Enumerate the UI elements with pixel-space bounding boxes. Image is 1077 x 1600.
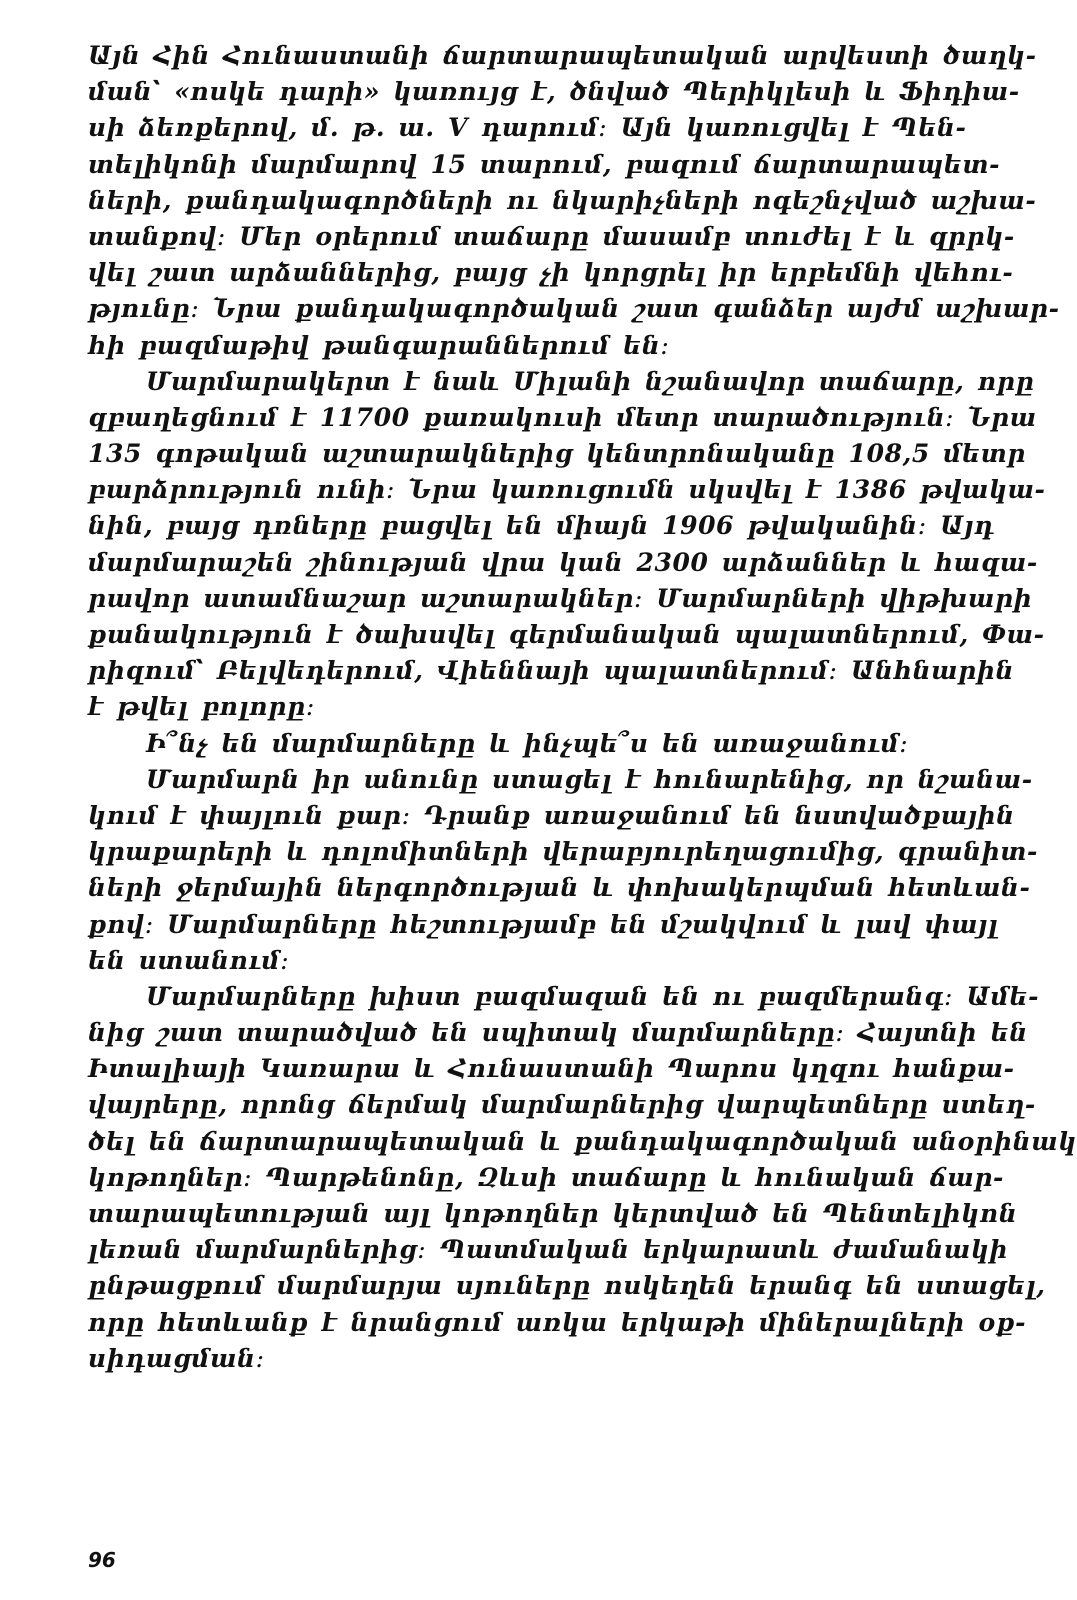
text-line: բարձրություն ունի։ Նրա կառուցումն սկսվել է 1386 թվակա- — [88, 475, 1046, 505]
text-line: թյունը։ Նրա քանդակագործական շատ գանձեր այժմ աշխար- — [88, 294, 1060, 324]
text-line: տարապետության այլ կոթողներ կերտված են Պենտելիկոն — [88, 1199, 1018, 1228]
text-line: լեռան մարմարներից։ Պատմական երկարատև ժամանակի — [88, 1235, 1009, 1265]
text-line: ծել են ճարտարապետական և քանդակագործական անօրինակ — [88, 1126, 1077, 1156]
text-line: կրաքարերի և դոլոմիտների վերաբյուրեղացումից, գրանիտ- — [88, 837, 1039, 867]
text-line: Այն Հին Հունաստանի ճարտարապետական արվեստի ծաղկ- — [88, 41, 1037, 70]
text-line: հի բազմաթիվ թանգարաններում են։ — [88, 330, 670, 360]
text-line: ման՝ «ոսկե դարի» կառույց է, ծնված Պերիկլեսի և Ֆիդիա- — [88, 77, 1020, 107]
text-line: սիդացման։ — [88, 1343, 265, 1373]
text-line: են ստանում։ — [88, 945, 290, 975]
text-line: կոթողներ։ Պարթենոնը, Զևսի տաճարը և հունական ճար- — [88, 1162, 1005, 1192]
text-line: Մարմարն իր անունը ստացել է հունարենից, որ նշանա- — [146, 764, 1033, 794]
text-line: ների ջերմային ներգործության և փոխակերպման հետևան- — [88, 873, 1031, 903]
text-line: մարմարաշեն շինության վրա կան 2300 արձաններ և հազա- — [88, 547, 1038, 577]
text-line: Մարմարակերտ է նաև Միլանի նշանավոր տաճարը, որը — [146, 366, 1035, 396]
text-line: րավոր ատամնաշար աշտարակներ։ Մարմարների վիթխարի — [88, 583, 1033, 613]
body-text — [88, 38, 1077, 1377]
text-line: Իտալիայի Կառարա և Հունաստանի Պարոս կղզու հանքա- — [88, 1054, 1015, 1084]
text-line: տանքով։ Մեր օրերում տաճարը մասամբ տուժել է և զրրկ- — [88, 221, 1015, 251]
text-line: քանակություն է ծախսվել գերմանական պալատներում, Փա- — [88, 620, 1045, 649]
text-line: որը հետևանք է նրանցում առկա երկաթի միներալների օք- — [88, 1307, 1027, 1337]
page-number: 96 — [88, 1548, 116, 1572]
text-line: կում է փայլուն քար։ Դրանք առաջանում են նստվածքային — [88, 800, 1015, 830]
text-line: վայրերը, որոնց ճերմակ մարմարներից վարպետները ստեղ- — [88, 1090, 1036, 1120]
text-line: Մարմարները խիստ բազմազան են ու բազմերանգ։ Ամե- — [146, 981, 1040, 1011]
text-line: նից շատ տարածված են սպիտակ մարմարները։ Հայտնի են — [88, 1018, 1028, 1048]
text-line: ընթացքում մարմարյա սյուները ոսկեղեն երանգ են ստացել, — [88, 1271, 1046, 1301]
text-line: է թվել բոլորը։ — [88, 692, 315, 722]
text-line: քով։ Մարմարները հեշտությամբ են մշակվում և լավ փայլ — [88, 909, 999, 939]
text-line: Ի՞նչ են մարմարները և ինչպե՞ս են առաջանում։ — [146, 728, 909, 758]
text-line: ների, քանդակագործների ու նկարիչների ոգեշնչված աշխա- — [88, 185, 1037, 215]
text-line: տելիկոնի մարմարով 15 տարում, բազում ճարտարապետ- — [88, 149, 1001, 179]
text-line: րիզում՝ Բելվեդերում, Վիեննայի պալատներում։ Անհնարին — [88, 656, 1015, 686]
text-line: սի ձեռքերով, մ. թ. ա. V դարում։ Այն կառուցվել է Պեն- — [88, 113, 967, 143]
text-line: նին, բայց դռները բացվել են միայն 1906 թվականին։ Այդ — [88, 511, 995, 541]
text-line: զբաղեցնում է 11700 քառակուսի մետր տարածություն։ Նրա — [88, 402, 1037, 432]
text-line: վել շատ արձաններից, բայց չի կորցրել իր երբեմնի վեհու- — [88, 258, 1014, 288]
text-line: 135 գոթական աշտարակներից կենտրոնականը 108,5 մետր — [88, 439, 1026, 469]
